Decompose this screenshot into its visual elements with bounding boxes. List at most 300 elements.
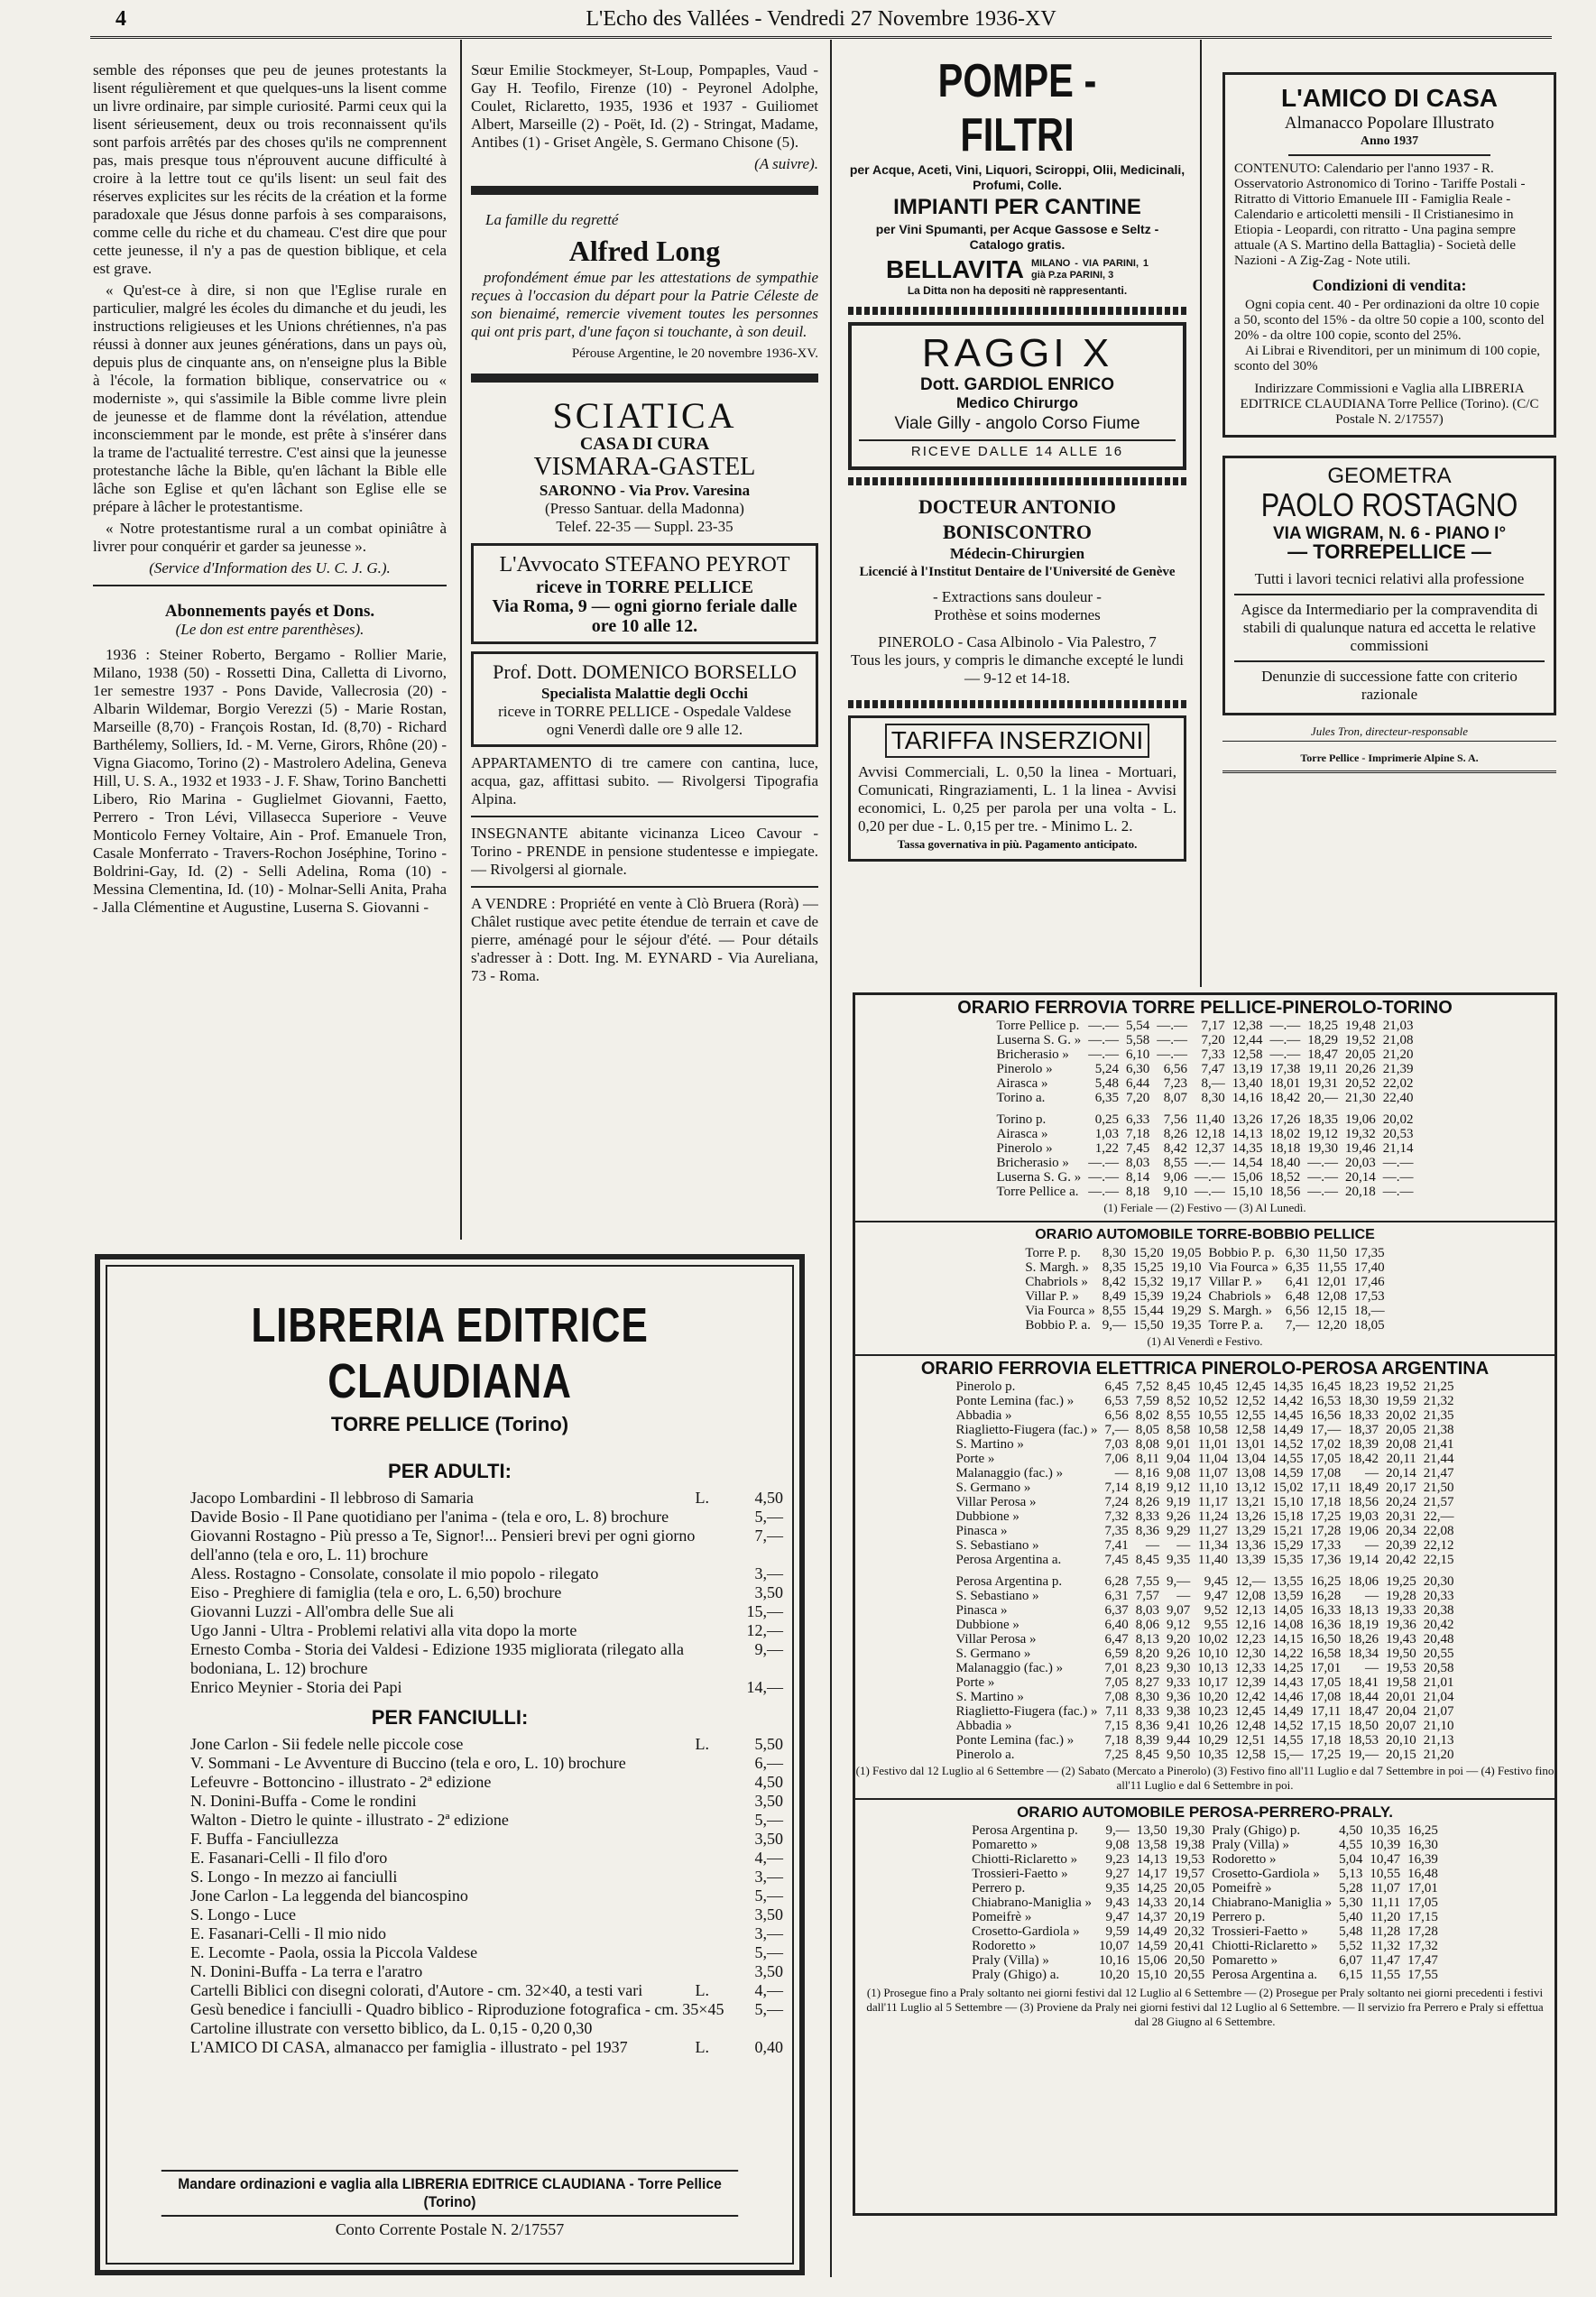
timetable-cell: 19,03 xyxy=(1348,1509,1379,1524)
subscriber-list-cont: Sœur Emilie Stockmeyer, St-Loup, Pompaples, Vaud - Gay H. Teofilo, Firenze (10) - Peyronel Adolphe, Coulet, Riclaretto, 1935, 1936 et 1937 - Guiliomet Albert, Marseille (2) - Poët, Id. (2) - Stringat, Madame, Antibes (1) - Griset Angèle, S. Germano Chisone (5). xyxy=(471,61,818,151)
timetable-cell: —.— xyxy=(1088,1185,1119,1199)
timetable-cell: 5,48 xyxy=(1339,1924,1363,1939)
timetable-cell: Pinasca » xyxy=(955,1603,1008,1618)
timetable-cell: 8,52 xyxy=(1167,1394,1191,1408)
timetable-cell: 9,12 xyxy=(1167,1618,1191,1632)
timetable-cell: 8,13 xyxy=(1135,1632,1160,1647)
timetable-row xyxy=(952,1632,1457,1647)
ad-rostagno-line: Agisce da Intermediario per la compravendita di stabili di qualunque natura ed accetta le relative commissioni xyxy=(1234,601,1545,662)
timetable-row xyxy=(968,1881,1442,1896)
timetable-cell: 20,32 xyxy=(1174,1924,1205,1939)
book-title: N. Donini-Buffa - La terra e l'aratro xyxy=(190,1962,423,1980)
book-currency: L. xyxy=(695,1981,709,1999)
timetable-cell: 8,23 xyxy=(1135,1661,1160,1675)
divider xyxy=(471,816,818,817)
printer: Torre Pellice - Imprimerie Alpine S. A. xyxy=(1222,749,1556,773)
timetable-row xyxy=(952,1675,1457,1690)
timetable-cell: 7,24 xyxy=(1104,1495,1129,1509)
timetable-cell: 8,11 xyxy=(1136,1452,1160,1466)
ad-boniscontro-line: Prothèse et soins modernes xyxy=(934,606,1101,623)
timetable-cell: 7,— xyxy=(1285,1318,1310,1333)
book-title: E. Lecomte - Paola, ossia la Piccola Valdese xyxy=(190,1943,478,1961)
timetable-cell: Bobbio P. a. xyxy=(1025,1318,1091,1333)
timetable-cell: 13,21 xyxy=(1235,1495,1266,1509)
timetable-cell: 18,50 xyxy=(1348,1719,1379,1733)
timetable-cell: —.— xyxy=(1382,1170,1414,1185)
timetable-cell: Torre Pellice p. xyxy=(996,1019,1080,1033)
timetable-cell: 20,34 xyxy=(1386,1524,1416,1538)
timetable-cell: 14,55 xyxy=(1272,1452,1304,1466)
timetable-cell: — xyxy=(1365,1538,1379,1553)
timetable-cell: 12,58 xyxy=(1235,1748,1266,1762)
ad-borsello-where: riceve in TORRE PELLICE - Ospedale Valdese xyxy=(498,703,791,720)
timetable-cell: 8,45 xyxy=(1167,1379,1191,1394)
book-list-adulti xyxy=(100,1489,799,1697)
timetable-cell: 10,10 xyxy=(1197,1647,1229,1661)
timetable-cell: 9,36 xyxy=(1167,1690,1191,1704)
book-item xyxy=(190,2038,783,2057)
ad-rostagno-name: PAOLO ROSTAGNO xyxy=(1260,486,1518,523)
timetable-cell: 9,01 xyxy=(1167,1437,1191,1452)
timetable-cell: 13,01 xyxy=(1235,1437,1266,1452)
timetable-cell: 12,18 xyxy=(1195,1127,1225,1141)
timetable-cell: 21,08 xyxy=(1382,1033,1414,1047)
timetable-row xyxy=(968,1838,1442,1852)
ad-rostagno-addr: VIA WIGRAM, N. 6 - PIANO I° xyxy=(1272,524,1507,543)
book-title: Jone Carlon - Sii fedele nelle piccole cose xyxy=(190,1735,464,1753)
timetable-cell: 8,07 xyxy=(1163,1091,1187,1105)
timetable-cell: 20,31 xyxy=(1386,1509,1416,1524)
timetable-cell: Torino p. xyxy=(996,1112,1047,1127)
ad-tariffa-title: TARIFFA INSERZIONI xyxy=(885,724,1149,758)
timetable-cell: 9,10 xyxy=(1163,1185,1187,1199)
timetable-cell: 8,45 xyxy=(1135,1748,1160,1762)
timetable-cell: 15,10 xyxy=(1272,1495,1304,1509)
spacer-row xyxy=(952,1567,1457,1574)
timetable-cell: 9,04 xyxy=(1167,1452,1191,1466)
timetable-row xyxy=(952,1437,1457,1452)
timetable-cell: 9,29 xyxy=(1167,1524,1191,1538)
timetable-cell: 13,39 xyxy=(1235,1553,1266,1567)
timetable-cell: 9,55 xyxy=(1204,1618,1229,1632)
timetable-cell: 13,19 xyxy=(1232,1062,1263,1076)
timetable-cell: 7,17 xyxy=(1201,1019,1225,1033)
timetable-cell: 20,55 xyxy=(1174,1968,1205,1982)
timetable-cell: 1,03 xyxy=(1094,1127,1119,1141)
timetable-row xyxy=(952,1748,1457,1762)
ad-raggi-addr: Viale Gilly - angolo Corso Fiume xyxy=(894,414,1140,433)
book-price: 15,— xyxy=(746,1602,783,1620)
timetable-row xyxy=(952,1466,1457,1481)
timetable-cell: 15,32 xyxy=(1133,1275,1164,1289)
timetable-cell: 10,52 xyxy=(1197,1394,1229,1408)
timetable-cell: 9,41 xyxy=(1167,1719,1191,1733)
timetable-cell: 8,02 xyxy=(1135,1408,1160,1423)
timetable-cell: 4,55 xyxy=(1339,1838,1363,1852)
timetable-row xyxy=(993,1170,1417,1185)
timetable-cell: 7,56 xyxy=(1163,1112,1187,1127)
timetable-cell: 11,11 xyxy=(1370,1896,1401,1910)
timetable-cell: 21,47 xyxy=(1423,1466,1454,1481)
timetable-cell: 8,42 xyxy=(1102,1275,1126,1289)
timetable-row xyxy=(968,1939,1442,1953)
timetable-cell: 14,13 xyxy=(1232,1127,1263,1141)
timetable-cell: Crosetto-Gardiola » xyxy=(972,1924,1080,1939)
timetable-cell: 8,36 xyxy=(1135,1719,1160,1733)
timetable-cell: 11,07 xyxy=(1197,1466,1229,1481)
timetable-cell: 6,48 xyxy=(1285,1289,1310,1304)
timetable-cell: 18,— xyxy=(1353,1304,1385,1318)
timetable-cell: 7,35 xyxy=(1104,1524,1129,1538)
book-title: Jacopo Lombardini - Il lebbroso di Samaria xyxy=(190,1489,474,1507)
timetable-cell: 12,15 xyxy=(1316,1304,1347,1318)
timetable-cell: Pomeifrè » xyxy=(1212,1881,1272,1896)
timetable-row xyxy=(1021,1318,1388,1333)
timetable-cell: 9,38 xyxy=(1167,1704,1191,1719)
timetable-cell: 8,58 xyxy=(1167,1423,1191,1437)
ad-pompe-title: POMPE - FILTRI xyxy=(937,55,1097,161)
timetable-cell: 19,06 xyxy=(1345,1112,1376,1127)
timetable-cell: 18,53 xyxy=(1348,1733,1379,1748)
timetable-cell: 20,53 xyxy=(1382,1127,1414,1141)
ad-rostagno-town: — TORREPELLICE — xyxy=(1287,540,1491,563)
timetable-cell: 8,19 xyxy=(1135,1481,1160,1495)
timetable-cell: 9,43 xyxy=(1105,1896,1130,1910)
timetable-cell: 12,38 xyxy=(1232,1019,1263,1033)
timetable-cell: S. Germano » xyxy=(955,1647,1031,1661)
article-paragraph: semble des réponses que peu de jeunes protestants la lisent régulièrement et que quelques-uns la lisent comme un livre ordinaire, par simple curiosité. Parmi ceux qui la lisent sérieusement, deux ou trois reconnaissent qu'ils sont parfois arrêtés par des choses qu'ils ne comprennent pas, mais presque tous n'éprouvent aucune difficulté à croire à la lettre tout ce qu'ils lisent: un seul fait des réserves explicites sur les récits de la création et la forme paradoxale que Jésus donne parfois à ses comparaisons, comme celle du riche et du chameau. C'est dire que pour cette jeunesse, il n'y a pas de question biblique, et cela est grave. xyxy=(93,61,447,277)
timetable-cell: 21,39 xyxy=(1382,1062,1414,1076)
ad-boniscontro-hours: Tous les jours, y compris le dimanche excepté le lundi — 9-12 et 14-18. xyxy=(851,651,1184,687)
timetable-cell: Perosa Argentina a. xyxy=(1212,1968,1318,1982)
timetable-cell: 9,— xyxy=(1167,1574,1191,1589)
timetable-cell: Abbadia » xyxy=(955,1719,1012,1733)
timetable-cell: 20,01 xyxy=(1386,1690,1416,1704)
timetable-cell: 21,41 xyxy=(1423,1437,1454,1452)
timetable-row xyxy=(952,1733,1457,1748)
divider xyxy=(848,477,1186,485)
timetable-cell: 7,14 xyxy=(1104,1481,1129,1495)
timetable-cell: 11,20 xyxy=(1370,1910,1401,1924)
timetable-cell: —.— xyxy=(1382,1156,1414,1170)
timetable-cell: 7,15 xyxy=(1104,1719,1129,1733)
timetable-cell: Pomaretto » xyxy=(972,1838,1038,1852)
timetable-cell: 8,35 xyxy=(1102,1260,1126,1275)
timetable-cell: 10,20 xyxy=(1099,1968,1130,1982)
timetable-cell: 20,52 xyxy=(1345,1076,1376,1091)
timetable-cell: 20,30 xyxy=(1423,1574,1454,1589)
timetable-cell: 8,26 xyxy=(1135,1495,1160,1509)
timetable-cell: 20,42 xyxy=(1386,1553,1416,1567)
column-rule xyxy=(460,40,462,1240)
timetable-cell: 17,25 xyxy=(1310,1509,1342,1524)
timetable-cell: 21,14 xyxy=(1382,1141,1414,1156)
timetable-cell: 7,06 xyxy=(1104,1452,1129,1466)
timetable-cell: Trossieri-Faetto » xyxy=(972,1867,1068,1881)
divider xyxy=(93,585,447,586)
timetable-cell: Malanaggio (fac.) » xyxy=(955,1466,1064,1481)
timetable-cell: 18,56 xyxy=(1269,1185,1301,1199)
timetable-cell: 19,52 xyxy=(1386,1379,1416,1394)
timetable-cell: 20,14 xyxy=(1174,1896,1205,1910)
timetable-cell: 17,25 xyxy=(1310,1748,1342,1762)
timetable-cell: Ponte Lemina (fac.) » xyxy=(955,1733,1075,1748)
timetable-row xyxy=(1021,1289,1388,1304)
timetable-cell: 19,05 xyxy=(1170,1246,1202,1260)
timetable-cell: 20,02 xyxy=(1386,1408,1416,1423)
timetable-cell: 7,47 xyxy=(1201,1062,1225,1076)
timetable-cell: 8,30 xyxy=(1102,1246,1126,1260)
timetable-cell: 13,08 xyxy=(1235,1466,1266,1481)
timetable-cell: 9,35 xyxy=(1105,1881,1130,1896)
ad-amico-cond-title: Condizioni di vendita: xyxy=(1312,276,1467,294)
ad-raggi xyxy=(848,322,1186,470)
timetable-cell: 19,31 xyxy=(1307,1076,1338,1091)
ad-boniscontro-title: DOCTEUR ANTONIO BONISCONTRO xyxy=(918,495,1117,543)
timetable-row xyxy=(952,1589,1457,1603)
column-1 xyxy=(93,61,447,1252)
timetable-cell: 12,23 xyxy=(1235,1632,1266,1647)
timetable-cell: 15,06 xyxy=(1136,1953,1167,1968)
timetable-cell: 15,10 xyxy=(1136,1968,1167,1982)
timetable-cell: 7,52 xyxy=(1135,1379,1160,1394)
timetable-cell: 7,01 xyxy=(1104,1661,1129,1675)
timetable-cell: 7,05 xyxy=(1104,1675,1129,1690)
timetable-cell: 17,55 xyxy=(1407,1968,1438,1982)
timetable-cell: 13,58 xyxy=(1136,1838,1167,1852)
timetable-cell: 8,— xyxy=(1201,1076,1225,1091)
timetable-cell: 18,56 xyxy=(1348,1495,1379,1509)
timetable-cell: Torino a. xyxy=(996,1091,1046,1105)
timetable-title: ORARIO AUTOMOBILE TORRE-BOBBIO PELLICE xyxy=(1035,1227,1375,1242)
timetable-cell: 11,55 xyxy=(1370,1968,1401,1982)
timetable-cell: 10,17 xyxy=(1197,1675,1229,1690)
timetable-row xyxy=(993,1047,1417,1062)
timetable-cell: Torre Pellice a. xyxy=(996,1185,1079,1199)
timetable-cell: 19,28 xyxy=(1386,1589,1416,1603)
timetable-cell: 19,12 xyxy=(1307,1127,1338,1141)
book-item xyxy=(190,1583,783,1602)
ad-amico-sub: Almanacco Popolare Illustrato xyxy=(1284,114,1495,133)
timetable-row xyxy=(952,1553,1457,1567)
ad-amico-title: L'AMICO DI CASA xyxy=(1281,84,1498,112)
timetable-cell: 17,32 xyxy=(1407,1939,1438,1953)
timetable-cell: 6,37 xyxy=(1104,1603,1129,1618)
timetable-cell: 17,35 xyxy=(1353,1246,1385,1260)
book-price: 7,— xyxy=(754,1527,783,1545)
timetable-cell: 8,33 xyxy=(1135,1704,1160,1719)
timetable-cell: 16,39 xyxy=(1407,1852,1438,1867)
timetable-cell: 9,59 xyxy=(1105,1924,1130,1939)
timetable-cell: 5,48 xyxy=(1094,1076,1119,1091)
timetable-cell: 15,06 xyxy=(1232,1170,1263,1185)
timetable-cell: 22,40 xyxy=(1382,1091,1414,1105)
timetable-cell: 10,26 xyxy=(1197,1719,1229,1733)
timetable-cell: 15,21 xyxy=(1272,1524,1304,1538)
ad-sciatica-tel: Telef. 22-35 — Suppl. 23-35 xyxy=(556,518,733,535)
book-price: 3,50 xyxy=(754,1962,783,1980)
timetable-cell: 14,55 xyxy=(1272,1733,1304,1748)
timetable-cell: 18,33 xyxy=(1348,1408,1379,1423)
timetable-row xyxy=(952,1704,1457,1719)
timetable-cell: 10,39 xyxy=(1370,1838,1401,1852)
timetable-cell: 7,32 xyxy=(1104,1509,1129,1524)
timetable-cell: 18,30 xyxy=(1348,1394,1379,1408)
timetable-row xyxy=(952,1647,1457,1661)
timetable-cell: 9,35 xyxy=(1167,1553,1191,1567)
timetable-cell: 20,17 xyxy=(1386,1481,1416,1495)
timetable-cell: 19,14 xyxy=(1348,1553,1379,1567)
timetable-cell: Abbadia » xyxy=(955,1408,1012,1423)
timetable-cell: 19,25 xyxy=(1386,1574,1416,1589)
timetable-cell: 9,— xyxy=(1105,1823,1130,1838)
timetable-cell: 14,08 xyxy=(1272,1618,1304,1632)
book-title: Ernesto Comba - Storia dei Valdesi - Edizione 1935 migliorata (rilegato alla bodoniana, L. 12) brochure xyxy=(190,1640,685,1677)
timetable-row xyxy=(968,1823,1442,1838)
timetable-cell: Bobbio P. p. xyxy=(1208,1246,1275,1260)
libreria-fanciulli: PER FANCIULLI: xyxy=(371,1706,529,1729)
book-item xyxy=(190,1849,783,1868)
libreria-title: LIBRERIA EDITRICE CLAUDIANA xyxy=(251,1298,649,1408)
column-rule xyxy=(830,40,832,2277)
timetable-cell: 6,59 xyxy=(1104,1647,1129,1661)
timetable-row xyxy=(952,1574,1457,1589)
timetable-cell: 17,46 xyxy=(1353,1275,1385,1289)
ad-impianti-sub: per Vini Spumanti, per Acque Gassose e Seltz - Catalogo gratis. xyxy=(875,222,1159,252)
timetable-cell: 8,16 xyxy=(1135,1466,1160,1481)
timetable-cell: Villar Perosa » xyxy=(955,1632,1037,1647)
timetable-cell: 8,27 xyxy=(1135,1675,1160,1690)
divider xyxy=(855,1798,1554,1800)
book-price: 0,40 xyxy=(754,2038,783,2056)
timetable-cell: 18,01 xyxy=(1269,1076,1301,1091)
book-title: Lefeuvre - Bottoncino - illustrato - 2ª edizione xyxy=(190,1773,492,1791)
book-item xyxy=(190,1905,783,1924)
timetable-cell: 10,20 xyxy=(1197,1690,1229,1704)
timetable-row xyxy=(952,1690,1457,1704)
timetable-cell: 6,47 xyxy=(1104,1632,1129,1647)
timetable-cell: 20,41 xyxy=(1174,1939,1205,1953)
book-title: Jone Carlon - La leggenda del biancospino xyxy=(190,1886,468,1905)
timetable-cell: — xyxy=(1365,1661,1379,1675)
timetable-cell: 9,26 xyxy=(1167,1647,1191,1661)
timetable-cell: Crosetto-Gardiola » xyxy=(1212,1867,1320,1881)
ad-amico-cond: Ogni copia cent. 40 - Per ordinazioni da oltre 10 copie a 50, sconto del 15% - da oltre 50 copie a 100, sconto del 20% - da oltre 100 copie, sconto del 25%. xyxy=(1234,298,1545,343)
timetable-cell: 11,32 xyxy=(1370,1939,1401,1953)
timetable-cell: 18,42 xyxy=(1269,1091,1301,1105)
timetable-cell: 6,07 xyxy=(1339,1953,1363,1968)
timetable-cell: 19,17 xyxy=(1170,1275,1202,1289)
book-item xyxy=(190,1811,783,1830)
ad-rostagno-line: Tutti i lavori tecnici relativi alla professione xyxy=(1234,570,1545,595)
timetable-cell: 11,40 xyxy=(1195,1112,1225,1127)
timetable-cell: 12,— xyxy=(1235,1574,1266,1589)
timetable-cell: 18,02 xyxy=(1269,1127,1301,1141)
book-title: V. Sommani - Le Avventure di Buccino (tela e oro, L. 10) brochure xyxy=(190,1754,626,1772)
timetable-cell: 15,20 xyxy=(1133,1246,1164,1260)
timetable-cell: 20,58 xyxy=(1423,1661,1454,1675)
timetable-cell: 21,10 xyxy=(1423,1719,1454,1733)
book-item xyxy=(190,1886,783,1905)
ad-bellavita xyxy=(848,255,1186,283)
book-title: Davide Bosio - Il Pane quotidiano per l'anima - (tela e oro, L. 8) brochure xyxy=(190,1508,669,1526)
timetable-cell: 20,26 xyxy=(1345,1062,1376,1076)
timetable-cell: 17,38 xyxy=(1269,1062,1301,1076)
timetable-cell: Pomeifrè » xyxy=(972,1910,1032,1924)
timetable-cell: —.— xyxy=(1382,1185,1414,1199)
timetable-cell: 7,18 xyxy=(1126,1127,1150,1141)
timetable-cell: 18,25 xyxy=(1307,1019,1338,1033)
timetable-perosa-praly xyxy=(968,1823,1442,1982)
timetable-cell: —.— xyxy=(1088,1019,1119,1033)
timetable-cell: 8,49 xyxy=(1102,1289,1126,1304)
timetable-cell: 10,07 xyxy=(1099,1939,1130,1953)
timetable-cell: 12,55 xyxy=(1235,1408,1266,1423)
timetable-cell: 10,13 xyxy=(1197,1661,1229,1675)
libreria-subtitle: TORRE PELLICE (Torino) xyxy=(330,1413,569,1435)
timetable-cell: 10,58 xyxy=(1197,1423,1229,1437)
timetable-cell: 14,05 xyxy=(1272,1603,1304,1618)
ad-amico-contents: CONTENUTO: Calendario per l'anno 1937 - R. Osservatorio Astronomico di Torino - Tariffe Postali - Ritratto di Vittorio Emanuele III - Famiglia Reale - Calendario e articoletti mensili - Il Cristianesimo in Etiopia - Leopardi, con ritratto - Una pagina sempre attuale (A S. Martino della Battaglia) - Società delle Nazioni - A Zig-Zag - Note utili. xyxy=(1234,161,1526,268)
timetable-cell: Praly (Ghigo) p. xyxy=(1212,1823,1301,1838)
timetable-cell: 9,30 xyxy=(1167,1661,1191,1675)
book-title: E. Fasanari-Celli - Il mio nido xyxy=(190,1924,386,1942)
timetable-cell: 9,20 xyxy=(1167,1632,1191,1647)
timetable-title: ORARIO AUTOMOBILE PEROSA-PERRERO-PRALY. xyxy=(1017,1803,1393,1821)
timetable-cell: 17,40 xyxy=(1353,1260,1385,1275)
timetable-cell: S. Germano » xyxy=(955,1481,1031,1495)
timetable-cell: —.— xyxy=(1307,1156,1338,1170)
book-title: L'AMICO DI CASA, almanacco per famiglia - illustrato - pel 1937 xyxy=(190,2038,628,2056)
timetable-row xyxy=(993,1062,1417,1076)
ad-peyrot xyxy=(471,543,818,644)
timetable-cell: 7,45 xyxy=(1126,1141,1150,1156)
timetable-row xyxy=(968,1953,1442,1968)
timetable-cell: 6,53 xyxy=(1104,1394,1129,1408)
timetable-cell: 18,23 xyxy=(1348,1379,1379,1394)
book-price: 3,50 xyxy=(754,1905,783,1923)
timetable-cell: 8,55 xyxy=(1102,1304,1126,1318)
timetable-cell: 14,37 xyxy=(1136,1910,1167,1924)
timetable-cell: 11,07 xyxy=(1370,1881,1401,1896)
timetable-cell: Via Fourca » xyxy=(1208,1260,1278,1275)
timetable-cell: Villar P. » xyxy=(1208,1275,1263,1289)
timetable-cell: 21,30 xyxy=(1345,1091,1376,1105)
timetable-cell: —.— xyxy=(1307,1185,1338,1199)
timetable-cell: S. Margh. » xyxy=(1025,1260,1089,1275)
ad-raggi-title: RAGGI X xyxy=(921,331,1113,375)
timetable-cell: Praly (Villa) » xyxy=(972,1953,1049,1968)
timetable-torre-torino xyxy=(993,1019,1417,1199)
timetable-cell: 14,59 xyxy=(1272,1466,1304,1481)
ad-sciatica-sub: CASA DI CURA xyxy=(579,434,710,454)
book-price: 4,— xyxy=(754,1981,783,1999)
timetable-cell: 14,52 xyxy=(1272,1437,1304,1452)
timetable-cell: 14,49 xyxy=(1136,1924,1167,1939)
timetable-cell: Porte » xyxy=(955,1675,995,1690)
book-price: 5,— xyxy=(754,2000,783,2018)
timetable-cell: 16,56 xyxy=(1310,1408,1342,1423)
timetable-cell: 17,05 xyxy=(1310,1675,1342,1690)
timetable-cell: 12,52 xyxy=(1235,1394,1266,1408)
page-number: 4 xyxy=(115,7,126,31)
obituary-text: profondément émue par les attestations de sympathie reçues à l'occasion du départ pour la Patrie Céleste de son bienaimé, remercie vivement toutes les personnes qui ont pris part, d'une façon si touchante, à son deuil. xyxy=(471,269,818,340)
timetable-cell: 10,55 xyxy=(1197,1408,1229,1423)
timetable-cell: 19,10 xyxy=(1170,1260,1202,1275)
timetable-cell: 9,12 xyxy=(1167,1481,1191,1495)
timetable-cell: Chiabrano-Maniglia » xyxy=(1212,1896,1333,1910)
timetable-cell: —.— xyxy=(1195,1156,1225,1170)
